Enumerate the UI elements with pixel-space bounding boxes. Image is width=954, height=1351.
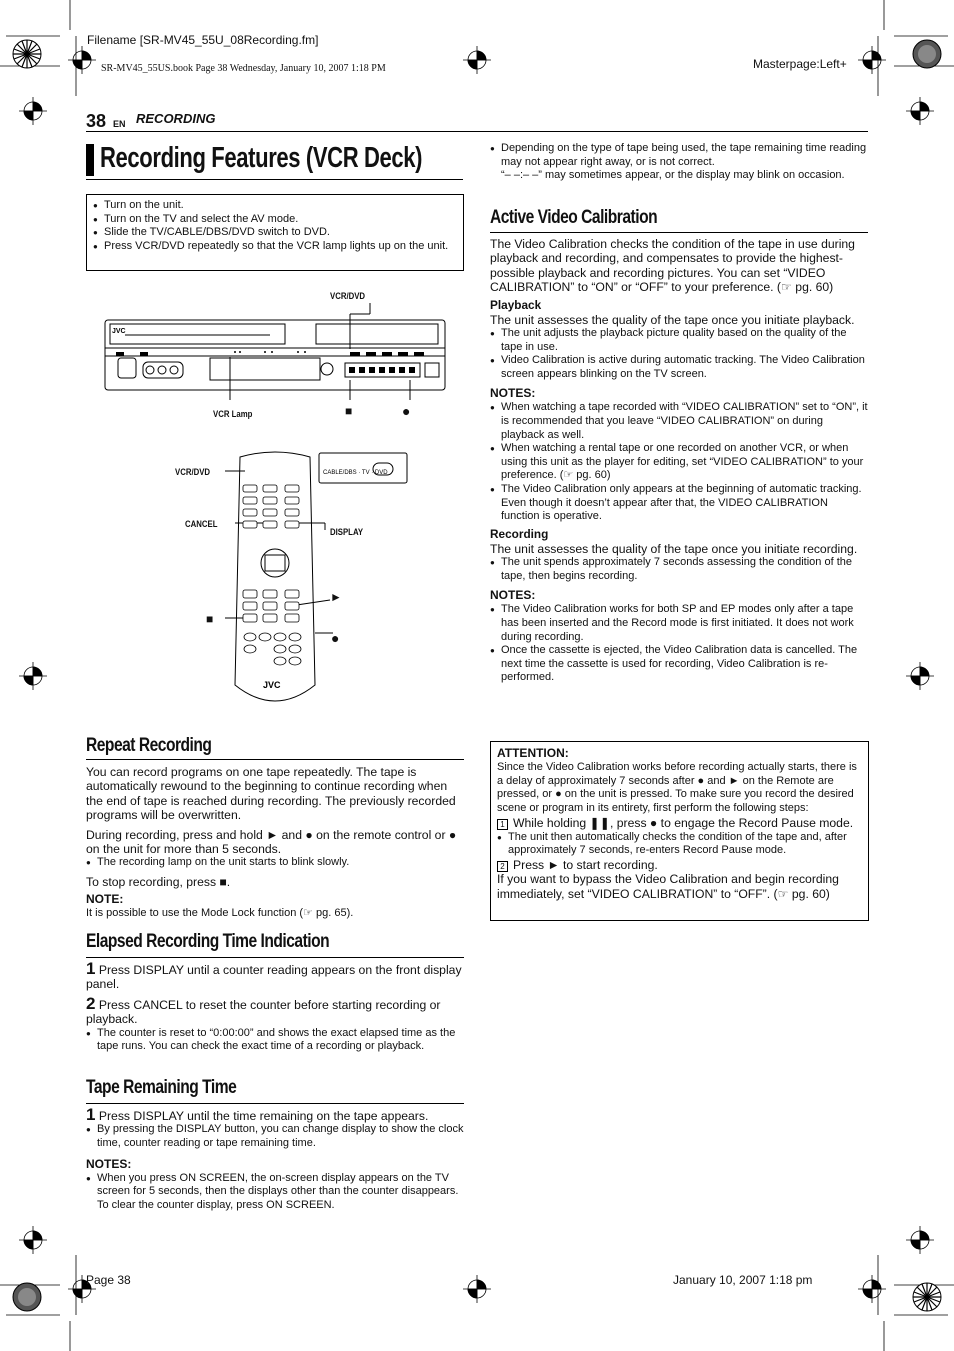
notes-heading: NOTES:	[490, 386, 536, 401]
fig-label-rec: ●	[402, 403, 411, 419]
fig-label-remote-rec: ●	[331, 630, 340, 646]
prep-box	[86, 194, 464, 271]
target-mark	[858, 1275, 886, 1303]
remote-illustration	[215, 445, 415, 715]
section-name: RECORDING	[136, 111, 216, 126]
notes-item: ● When watching a tape recorded with “VIDEO CALIBRATION” set to “ON”, it is recommended that you leave “VIDEO CALIBRATION” on during playback as well.	[490, 401, 868, 442]
section-heading: Tape Remaining Time	[86, 1077, 237, 1098]
masterpage-label: Masterpage:Left+	[753, 57, 847, 71]
title-rule	[86, 179, 463, 180]
fig-label-stop: ■	[345, 404, 353, 418]
fig-label-remote-vcr-dvd: VCR/DVD	[175, 467, 211, 478]
recording-heading: Recording	[490, 526, 549, 541]
notes-heading: NOTES:	[86, 1156, 132, 1171]
remote-logo: JVC	[263, 680, 281, 690]
attention-box	[490, 741, 869, 921]
book-info-line: SR-MV45_55US.book Page 38 Wednesday, January 10, 2007 1:18 PM	[101, 63, 386, 74]
playback-heading: Playback	[490, 297, 542, 312]
target-mark	[858, 46, 886, 74]
prep-item: ● Turn on the TV and select the AV mode.	[93, 213, 455, 227]
target-mark	[19, 662, 47, 690]
lang-code: EN	[113, 119, 126, 129]
elapsed-section	[86, 930, 464, 1054]
notes-item: ● The Video Calibration only appears at the beginning of automatic tracking. Even though it doesn’t appear after that, the VIDEO CALIBRATION function is operative.	[490, 483, 868, 524]
fig-label-vcr-dvd: VCR/DVD	[330, 291, 366, 302]
notes-item-cont: “– –:– –” may sometimes appear, or the display may blink on occasion.	[501, 169, 845, 182]
recording-text: The unit assesses the quality of the tape once you initiate recording.	[490, 541, 858, 556]
target-mark	[463, 1275, 491, 1303]
calibration-intro: The Video Calibration checks the condition of the tape in use during playback and recording, and compensates to provide the highest-possible playback and recording pictures. You can set “VIDEO CALIBRATION” to “ON” or “OFF” to your preference. (☞ pg. 60)	[490, 237, 855, 295]
repeat-para: You can record programs on one tape repeatedly. The tape is automatically rewound to the beginning to continue recording when the end of tape is reached during recording. The previously recorded programs will be overwritten.	[86, 765, 456, 823]
attention-tail: If you want to bypass the Video Calibration and begin recording immediately, set “VIDEO CALIBRATION” to “OFF”. (☞ pg. 60)	[497, 872, 839, 901]
calibration-section	[490, 206, 868, 685]
playback-bullet: ● Video Calibration is active during automatic tracking. The Video Calibration screen appears blinking on the TV screen.	[490, 354, 868, 381]
remaining-section	[86, 1076, 464, 1212]
playback-bullet: ● The unit adjusts the playback picture quality based on the quality of the tape in use.	[490, 327, 868, 354]
step-2	[86, 993, 464, 1027]
step-text: Press CANCEL to reset the counter before starting recording or playback.	[86, 997, 441, 1027]
target-mark	[463, 46, 491, 74]
notes-heading: NOTES:	[490, 588, 536, 603]
step-text: While holding ❚❚, press ● to engage the Record Pause mode.	[513, 816, 854, 831]
header-rule	[86, 131, 868, 132]
svg-text:JVC: JVC	[112, 328, 126, 335]
step-1	[86, 1105, 464, 1124]
step-text: Press DISPLAY until a counter reading appears on the front display panel.	[86, 963, 462, 992]
target-mark	[906, 1226, 934, 1254]
attention-step-1	[497, 816, 862, 830]
repeat-section	[86, 734, 464, 921]
fig-label-remote-stop: ■	[206, 612, 214, 626]
section-heading: Active Video Calibration	[490, 207, 658, 228]
remaining-bullet: ● By pressing the DISPLAY button, you can change display to show the clock time, counter reading or tape remaining time.	[86, 1123, 464, 1150]
notes-item: ● Depending on the type of tape being used, the tape remaining time reading may not appear right away, or is not correct.	[490, 142, 868, 169]
vcr-unit-illustration	[100, 300, 450, 400]
attention-bullet: ● The unit then automatically checks the condition of the tape and, after approximately 7 seconds, re-enters Record Pause mode.	[497, 831, 862, 858]
repeat-bullet: ● The recording lamp on the unit starts to blink slowly.	[86, 856, 464, 870]
target-mark	[19, 97, 47, 125]
fig-label-display: DISPLAY	[330, 527, 364, 538]
running-head	[86, 111, 868, 133]
notes-item: ● When watching a rental tape or one recorded on another VCR, or when using this unit as the player for editing, set “VIDEO CALIBRATION” to your preference. (☞ pg. 60)	[490, 442, 868, 483]
sunburst-mark-br	[913, 1283, 941, 1311]
target-mark	[19, 1226, 47, 1254]
section-heading: Elapsed Recording Time Indication	[86, 931, 330, 952]
right-top-note	[490, 142, 868, 183]
repeat-instruction: During recording, press and hold ► and ● on the remote control or ● on the unit for more than 5 seconds.	[86, 827, 457, 857]
recording-bullet: ● The unit spends approximately 7 seconds assessing the condition of the tape, then begins recording.	[490, 556, 868, 583]
target-mark	[906, 97, 934, 125]
sunburst-mark-bl	[13, 1283, 41, 1311]
target-mark	[906, 662, 934, 690]
footer-date: January 10, 2007 1:18 pm	[673, 1273, 813, 1287]
note-heading: NOTE:	[86, 892, 124, 907]
notes-item: ● Once the cassette is ejected, the Video Calibration data is cancelled. The next time the cassette is used for recording, Video Calibration is re-performed.	[490, 644, 868, 685]
attention-text: Since the Video Calibration works before recording actually starts, there is a delay of approximately 7 seconds after ● and ► on the Remote are pressed, or ● on the unit is pressed. To make sure you record the desired scene or program in its entirety, first perform the following steps:	[497, 761, 857, 814]
notes-item: ● The Video Calibration works for both SP and EP modes only after a tape has been inserted and the Record mode is first initiated. It does not work during recording.	[490, 603, 868, 644]
page-title: Recording Features (VCR Deck)	[100, 142, 423, 174]
target-mark	[68, 46, 96, 74]
elapsed-bullet: ● The counter is reset to “0:00:00” and shows the exact elapsed time as the tape runs. You can check the exact time of a recording or playback.	[86, 1027, 464, 1054]
prep-item: ● Press VCR/DVD repeatedly so that the VCR lamp lights up on the unit.	[93, 240, 455, 254]
step-number: 1	[497, 819, 508, 830]
step-number: 2	[497, 861, 508, 872]
sunburst-mark-tl	[13, 40, 41, 68]
step-text: Press DISPLAY until the time remaining on the tape appears.	[98, 1109, 429, 1123]
attention-step-2	[497, 858, 862, 872]
step-text: Press ► to start recording.	[513, 857, 658, 872]
fig-label-vcr-lamp: VCR Lamp	[213, 409, 253, 420]
note-text: It is possible to use the Mode Lock function (☞ pg. 65).	[86, 907, 354, 920]
step-number: 1	[86, 1105, 96, 1124]
step-number: 1	[86, 959, 96, 978]
footer-page: Page 38	[86, 1273, 131, 1287]
step-number: 2	[86, 993, 96, 1013]
sunburst-mark-tr	[913, 40, 941, 68]
fig-label-remote-play: ►	[330, 590, 342, 604]
notes-item: ● When you press ON SCREEN, the on-screen display appears on the TV screen for 5 seconds, then the displays other than the counter disappears. To clear the counter display, press ON SCREEN.	[86, 1172, 464, 1213]
title-bar	[86, 144, 94, 176]
switch-label: CABLE/DBS · TV · DVD	[323, 470, 388, 476]
prep-item: ● Slide the TV/CABLE/DBS/DVD switch to DVD.	[93, 226, 455, 240]
prep-item: ● Turn on the unit.	[93, 199, 455, 213]
step-1	[86, 959, 464, 992]
fig-label-cancel: CANCEL	[185, 519, 218, 530]
page-number: 38	[86, 111, 107, 131]
attention-heading: ATTENTION:	[497, 746, 569, 760]
filename-label: Filename [SR-MV45_55U_08Recording.fm]	[87, 33, 319, 47]
repeat-stop: To stop recording, press ■.	[86, 875, 231, 890]
playback-text: The unit assesses the quality of the tape once you initiate playback.	[490, 312, 855, 327]
section-heading: Repeat Recording	[86, 735, 212, 756]
